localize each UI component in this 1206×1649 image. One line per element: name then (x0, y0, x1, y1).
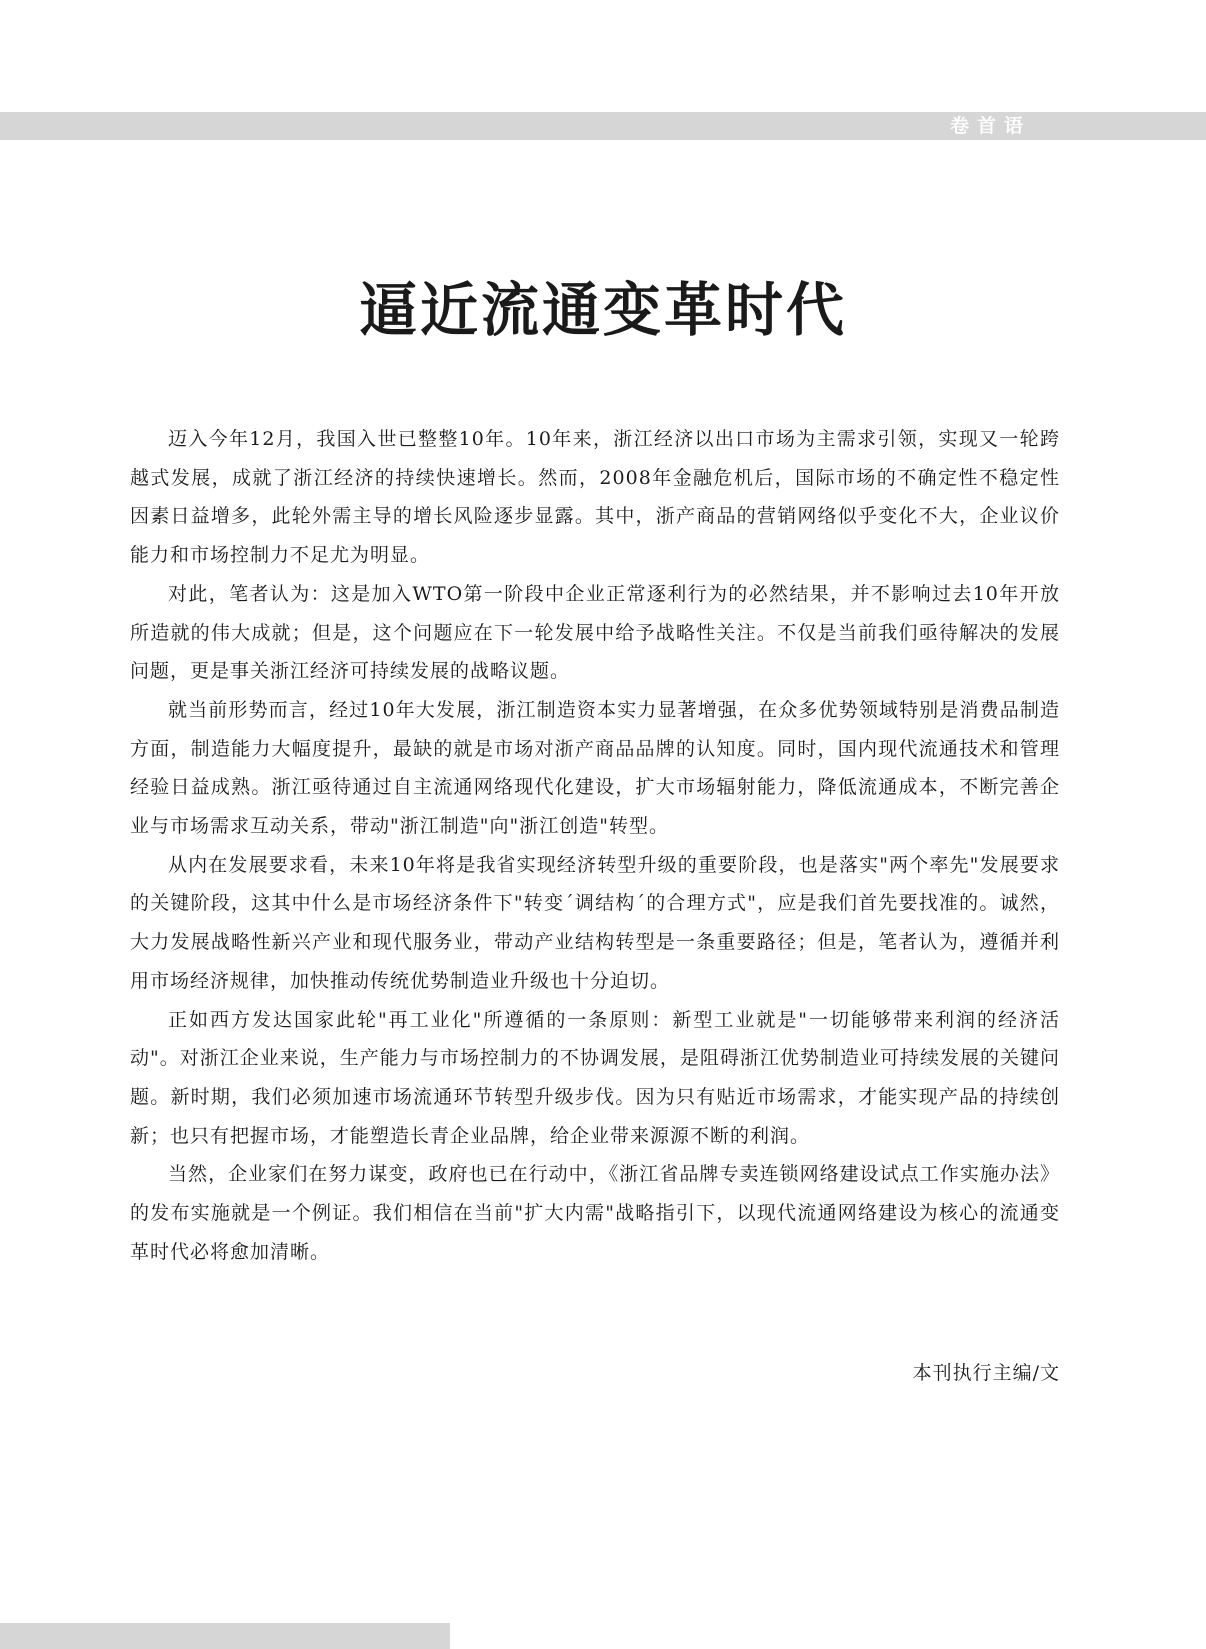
section-label: 卷首语 (949, 115, 1031, 137)
paragraph-4: 从内在发展要求看，未来10年将是我省实现经济转型升级的重要阶段，也是落实"两个率先"发展要求的关键阶段，这其中什么是市场经济条件下"转变´调结构´的合理方式"，应是我们首先要找准的。诚然，大力发展战略性新兴产业和现代服务业，带动产业结构转型是一条重要路径；但是，笔者认为，遵循并利用市场经济规律，加快推动传统优势制造业升级也十分迫切。 (130, 853, 1060, 992)
paragraph-1: 迈入今年12月，我国入世已整整10年。10年来，浙江经济以出口市场为主需求引领，实现又一轮跨越式发展，成就了浙江经济的持续快速增长。然而，2008年金融危机后，国际市场的不确定性不稳定性因素日益增多，此轮外需主导的增长风险逐步显露。其中，浙产商品的营销网络似乎变化不大，企业议价能力和市场控制力不足尤为明显。 (130, 428, 1060, 567)
footer-band (0, 1623, 450, 1649)
paragraph-3: 就当前形势而言，经过10年大发展，浙江制造资本实力显著增强，在众多优势领域特别是消费品制造方面，制造能力大幅度提升，最缺的就是市场对浙产商品品牌的认知度。同时，国内现代流通技术和管理经验日益成熟。浙江亟待通过自主流通网络现代化建设，扩大市场辐射能力，降低流通成本，不断完善企业与市场需求互动关系，带动"浙江制造"向"浙江创造"转型。 (130, 698, 1060, 838)
paragraph-6: 当然，企业家们在努力谋变，政府也已在行动中，《浙江省品牌专卖连锁网络建设试点工作实施办法》的发布实施就是一个例证。我们相信在当前"扩大内需"战略指引下，以现代流通网络建设为核心的流通变革时代必将愈加清晰。 (130, 1163, 1060, 1263)
page-title: 逼近流通变革时代 (358, 276, 847, 344)
author-signature: 本刊执行主编/文 (912, 1362, 1060, 1384)
paragraph-2: 对此，笔者认为：这是加入WTO第一阶段中企业正常逐利行为的必然结果，并不影响过去10年开放所造就的伟大成就；但是，这个问题应在下一轮发展中给予战略性关注。不仅是当前我们亟待解决的发展问题，更是事关浙江经济可持续发展的战略议题。 (130, 582, 1060, 683)
article-body (130, 420, 1060, 1271)
paragraph-5: 正如西方发达国家此轮"再工业化"所遵循的一条原则：新型工业就是"一切能够带来利润的经济活动"。对浙江企业来说，生产能力与市场控制力的不协调发展，是阻碍浙江优势制造业可持续发展的关键问题。新时期，我们必须加速市场流通环节转型升级步伐。因为只有贴近市场需求，才能实现产品的持续创新；也只有把握市场，才能塑造长青企业品牌，给企业带来源源不断的利润。 (130, 1008, 1060, 1147)
header-band (0, 112, 1206, 140)
